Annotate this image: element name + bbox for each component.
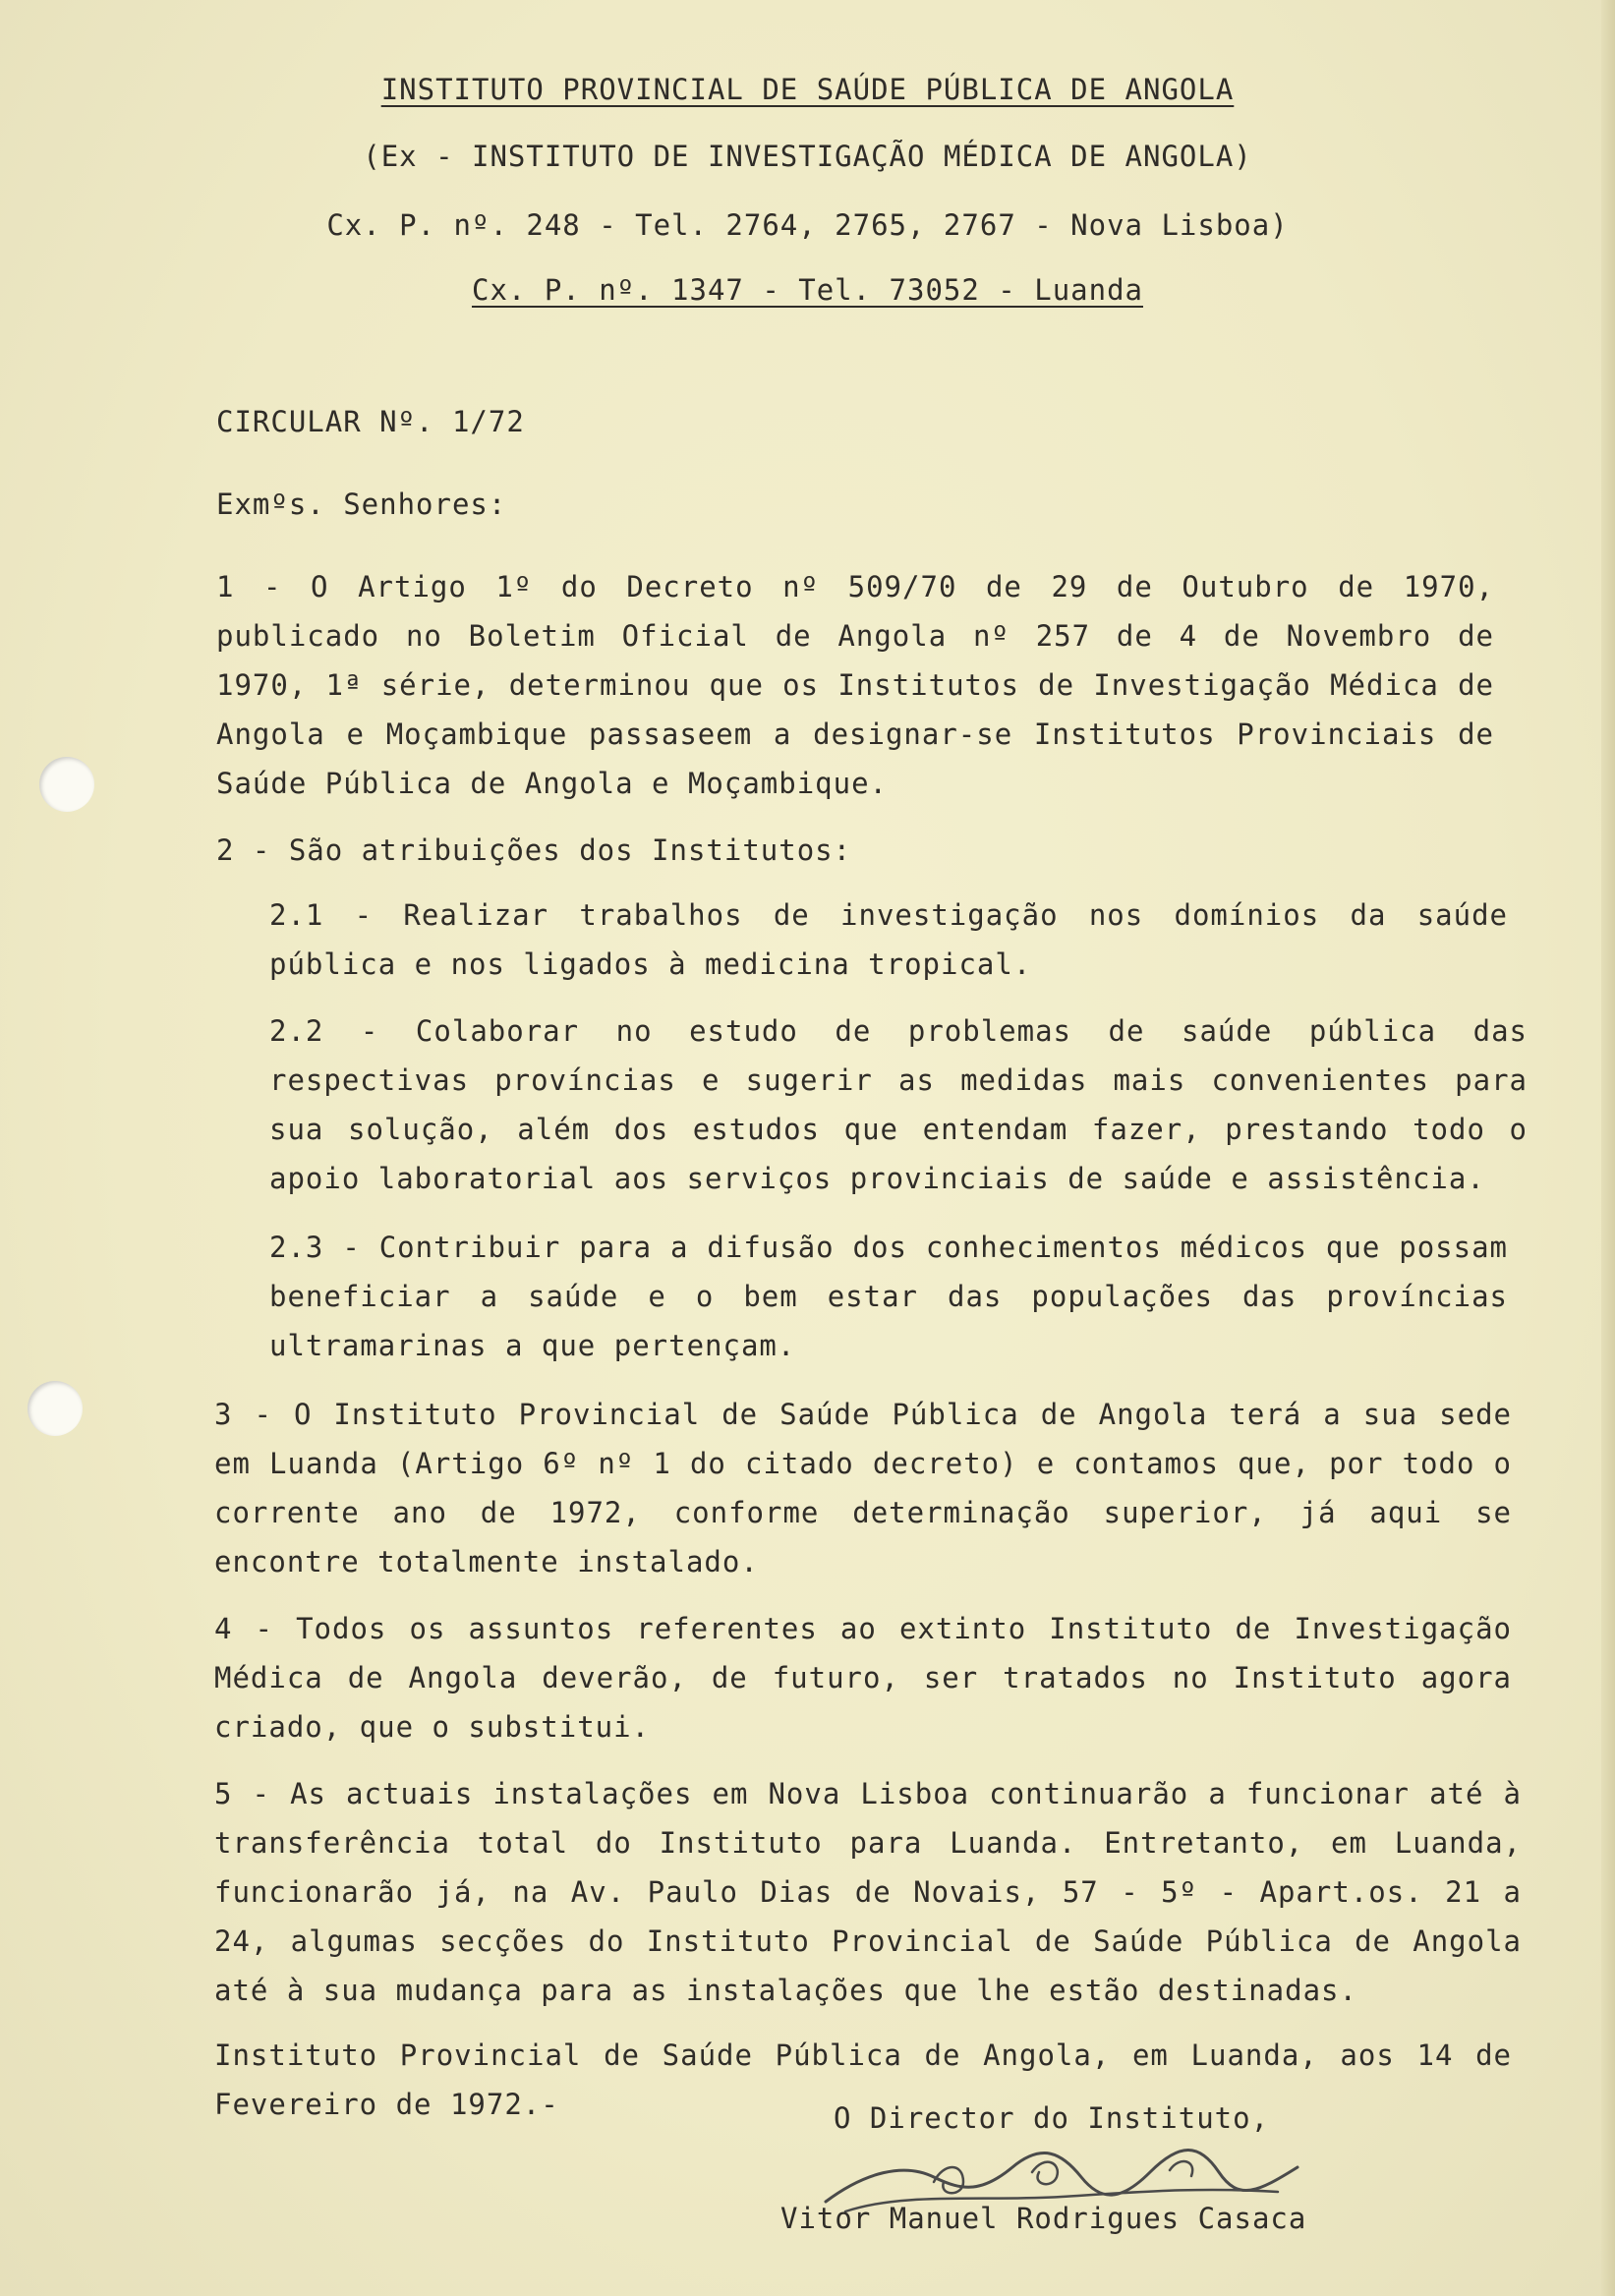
paragraph-1-text: 1 - O Artigo 1º do Decreto nº 509/70 de 29 de Outubro de 1970, publicado no Boletim Oficial de Angola nº 257 de 4 de Novembro de 1970, 1ª série, determinou que os Institutos de Investigação Médica de Angola e Moçambique passaseem a designar-se Institutos Provinciais de Saúde Pública de Angola e Moçambique.	[216, 570, 1494, 800]
paragraph-5-text: 5 - As actuais instalações em Nova Lisboa continuarão a funcionar até à transferência total do Instituto para Luanda. Entretanto, em Luanda, funcionarão já, na Av. Paulo Dias de Novais, 57 - 5º - Apart.os. 21 a 24, algumas secções do Instituto Provincial de Saúde Pública de Angola até à sua mudança para as instalações que lhe estão destinadas.	[214, 1777, 1522, 2007]
paragraph-4-text: 4 - Todos os assuntos referentes ao extinto Instituto de Investigação Médica de Angola deverão, de futuro, ser tratados no Instituto agora criado, que o substitui.	[214, 1612, 1512, 1744]
paragraph-3	[214, 1390, 1512, 1586]
closing-text: Instituto Provincial de Saúde Pública de Angola, em Luanda, aos 14 de Fevereiro de 1972.-	[214, 2038, 1512, 2121]
punch-hole-top	[39, 757, 94, 812]
former-institute: (Ex - INSTITUTO DE INVESTIGAÇÃO MÉDICA DE ANGOLA)	[363, 140, 1252, 173]
address-nova-lisboa: Cx. P. nº. 248 - Tel. 2764, 2765, 2767 - Nova Lisboa)	[326, 208, 1289, 242]
paragraph-2-1	[269, 890, 1508, 989]
paragraph-3-text: 3 - O Instituto Provincial de Saúde Pública de Angola terá a sua sede em Luanda (Artigo 6º nº 1 do citado decreto) e contamos que, por todo o corrente ano de 1972, conforme determinação superior, já aqui se encontre totalmente instalado.	[214, 1398, 1512, 1578]
paragraph-2-1-text: 2.1 - Realizar trabalhos de investigação nos domínios da saúde pública e nos ligados à medicina tropical.	[269, 898, 1508, 981]
director-name: Vitor Manuel Rodrigues Casaca	[780, 2202, 1307, 2235]
paragraph-1	[216, 562, 1494, 808]
institute-title: INSTITUTO PROVINCIAL DE SAÚDE PÚBLICA DE ANGOLA	[380, 73, 1235, 106]
paragraph-5	[214, 1769, 1522, 2015]
paragraph-2-3-text: 2.3 - Contribuir para a difusão dos conhecimentos médicos que possam beneficiar a saúde e o bem estar das populações das províncias ultramarinas a que pertençam.	[269, 1231, 1508, 1362]
director-title: O Director do Instituto,	[834, 2101, 1270, 2135]
paragraph-2-2	[269, 1006, 1528, 1203]
address-luanda: Cx. P. nº. 1347 - Tel. 73052 - Luanda	[471, 273, 1143, 307]
paragraph-2: 2 - São atribuições dos Institutos:	[216, 833, 852, 867]
paragraph-2-2-text: 2.2 - Colaborar no estudo de problemas de saúde pública das respectivas províncias e sugerir as medidas mais convenientes para sua solução, além dos estudos que entendam fazer, prestando todo o apoio laboratorial aos serviços provinciais de saúde e assistência.	[269, 1014, 1528, 1195]
paragraph-2-3	[269, 1223, 1508, 1370]
circular-number: CIRCULAR Nº. 1/72	[216, 405, 525, 438]
punch-hole-bottom	[28, 1381, 83, 1436]
paper-edge	[1601, 0, 1615, 2296]
paragraph-4	[214, 1604, 1512, 1751]
greeting: Exmºs. Senhores:	[216, 488, 507, 521]
